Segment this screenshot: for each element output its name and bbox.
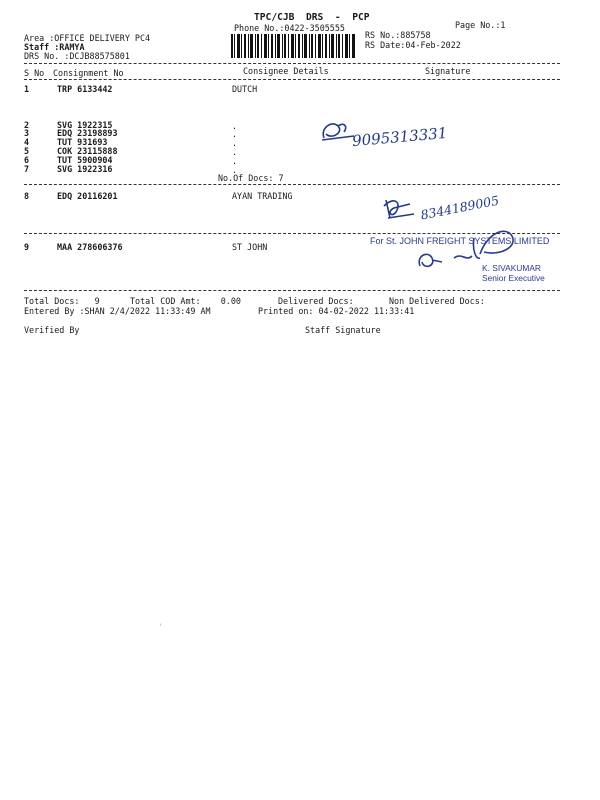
row-consignment: TRP 6133442 [57,84,113,94]
drs-number: DRS No. :DCJB88575801 [24,51,130,61]
row-sno: 4 [24,137,30,147]
row-sno: 7 [24,164,30,174]
divider [24,79,560,80]
row-consignment: TUT 5900904 [57,155,113,165]
row-consignment: TUT 931693 [57,137,108,147]
verified-by-label: Verified By [24,325,80,335]
handwritten-signature-mark [380,192,418,224]
staff-field: Staff :RAMYA [24,42,85,52]
non-delivered-docs: Non Delivered Docs: [389,296,485,306]
row-consignee: . [232,147,238,157]
printed-on: Printed on: 04-02-2022 11:33:41 [258,306,415,316]
handwritten-phone-2: 8344189005 [419,192,501,223]
row-consignee: . [232,121,238,131]
col-signature: Signature [425,66,471,76]
scan-speck: ' [158,622,164,632]
col-consignment: Consignment No [53,68,124,78]
entered-by: Entered By :SHAN 2/4/2022 11:33:49 AM [24,306,211,316]
divider [24,184,560,185]
row-sno: 9 [24,242,30,252]
rs-date: RS Date:04-Feb-2022 [365,40,461,50]
phone-number: Phone No.:0422-3505555 [234,23,345,33]
page-number: Page No.:1 [455,20,506,30]
rs-number: RS No.:885758 [365,30,431,40]
row-consignee: . [232,165,238,175]
row-sno: 3 [24,128,30,138]
divider [24,63,560,64]
row-consignment: EDQ 23198893 [57,128,118,138]
staff-signature-label: Staff Signature [305,325,381,335]
row-consignee: AYAN TRADING [232,191,293,201]
row-consignment: SVG 1922316 [57,164,113,174]
row-consignee: ST JOHN [232,242,268,252]
row-consignment: EDQ 20116201 [57,191,118,201]
col-sno: S No [24,68,45,78]
stamp-company: For St. JOHN FREIGHT SYSTEMS LIMITED [370,236,550,246]
col-consignee: Consignee Details [243,66,329,76]
total-cod-amount: Total COD Amt: 0.00 [130,296,241,306]
row-consignee: . [232,138,238,148]
area-field: Area :OFFICE DELIVERY PC4 [24,33,151,43]
row-consignee: . [232,156,238,166]
divider [24,290,560,291]
row-consignee: DUTCH [232,84,258,94]
row-sno: 2 [24,120,30,130]
row-consignment: SVG 1922315 [57,120,113,130]
stamp-name: K. SIVAKUMAR [482,263,541,273]
handwritten-phone-1: 9095313331 [351,123,449,151]
row-sno: 5 [24,146,30,156]
row-sno: 8 [24,191,30,201]
row-consignment: MAA 278606376 [57,242,123,252]
row-sno: 1 [24,84,30,94]
group-doc-count: No.Of Docs: 7 [218,173,284,183]
total-docs: Total Docs: 9 [24,296,100,306]
barcode [231,34,355,58]
row-consignment: COK 23115888 [57,146,118,156]
row-consignee: . [232,129,238,139]
delivered-docs: Delivered Docs: [278,296,354,306]
stamp-title: Senior Executive [482,273,545,283]
report-title: TPC/CJB DRS - PCP [254,12,370,23]
row-sno: 6 [24,155,30,165]
